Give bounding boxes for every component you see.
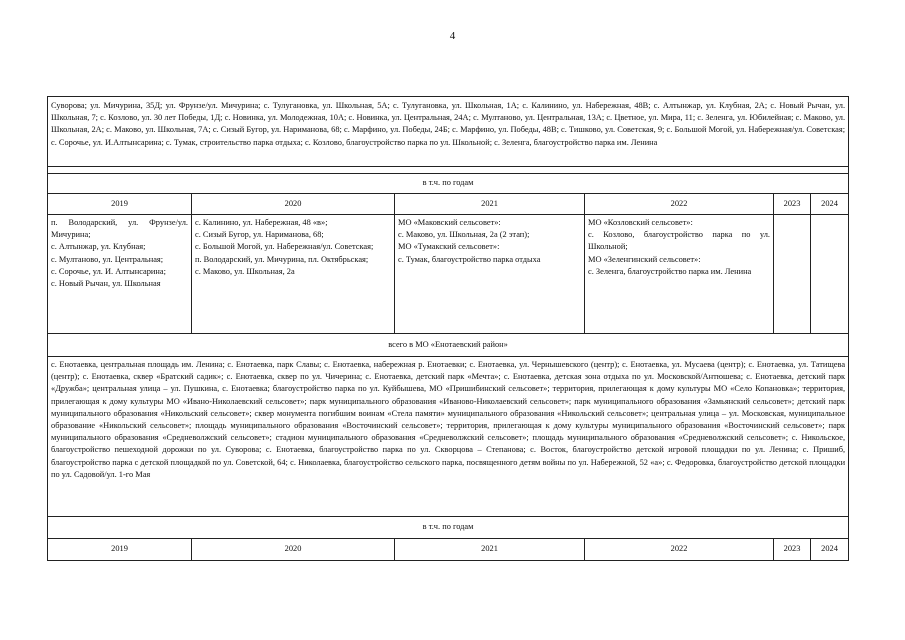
cell-line: МО «Маковский сельсовет»: bbox=[398, 218, 501, 227]
page-number: 4 bbox=[449, 30, 456, 42]
year-2024-cell bbox=[811, 215, 849, 334]
year-2023-cell bbox=[774, 215, 811, 334]
year-2023-header-2: 2023 bbox=[774, 539, 811, 561]
cell-line: с. Маково, ул. Школьная, 2а bbox=[195, 266, 295, 276]
year-2020-header-2: 2020 bbox=[192, 539, 395, 561]
cell-line: с. Новый Рычан, ул. Школьная bbox=[51, 279, 161, 289]
years-header-row-1 bbox=[48, 194, 849, 215]
spacer-row-1 bbox=[48, 167, 849, 174]
total-label: всего в МО «Енотаевский район» bbox=[48, 334, 849, 357]
total-row bbox=[48, 334, 849, 357]
cell-line: с. Калинино, ул. Набережная, 48 «в»; bbox=[195, 218, 328, 227]
by-years-row-2 bbox=[48, 517, 849, 539]
year-2019-header-2: 2019 bbox=[48, 539, 192, 561]
year-2024-header-2: 2024 bbox=[811, 539, 849, 561]
spacer-cell bbox=[48, 167, 849, 174]
objects-list-cell: Суворова; ул. Мичурина, 35Д; ул. Фрунзе/ул. Мичурина; с. Тулугановка, ул. Школьная, 5А; с. Тулугановка, ул. Школьная, 1А; с. Калинино, ул. Набережная, 48В; с. Алтынжар, ул. Клубная, 2А; с. Новый Рычан, ул. Школьная, 7; с. Козлово, ул. 30 лет Победы, 1Д; с. Новинка, ул. Молодежная, 10А; с. Новинка, ул. Центральная, 24А; с. Мултаново, ул. Центральная, 13А; с. Цветное, ул. Мира, 11; с. Зеленга, ул. Юбилейная; с. Маково, ул. Школьная, 2А; с. Маково, ул. Школьная, 7А; с. Сизый Бугор, ул. Нариманова, 68; с. Марфино, ул. Победы, 24Б; с. Марфино, ул. Победы, 48В; с. Тишково, ул. Советская, 9; с. Большой Могой, ул. Набережная/ул. Советская; с. Сорочье, ул. И.Алтынсарина; с. Тумак, строительство парка отдыха; с. Козлово, благоустройство парка по ул. Школьной; с. Зеленга, благоустройство парка им. Ленина bbox=[48, 97, 849, 167]
district-objects-cell: с. Енотаевка, центральная площадь им. Ленина; с. Енотаевка, парк Славы; с. Енотаевка, набережная р. Енотаевки; с. Енотаевка, ул. Чернышевского (центр); с. Енотаевка, ул. Мусаева (центр); с. Енотаевка, ул. Татищева (центр); с. Енотаевка, сквер «Братский садик»; с. Енотаевка, сквер по ул. Чичерина; с. Енотаевка, детский парк «Мечта»; с. Енотаевка, детская зона отдыха по ул. Московской/Антюшева; с. Енотаевка, детский парк «Дружба»; центральная улица – ул. Пушкина, с. Енотаевка; благоустройство парка по ул. Куйбышева, МО «Пришибинский сельсовет»; территория, прилегающая к дому культуры МО «Село Копановка»; территория, прилегающая к дому культуры МО «Ивано-Николаевский сельсовет»; парк муниципального образования «Ивановo-Николаевский сельсовет»; парк муниципального образования «Замьянский сельсовет»; детский парк муниципального образования «Никольский сельсовет»; сквер монумента погибшим воинам «Стела памяти» муниципального образования «Никольский сельсовет»; центральная улица – ул. Московская, муниципальное образование «Никольский сельсовет»; площадь муниципального образования «Восточинский сельсовет»; территория, прилегающая к дому культуры муниципального образования «Восточинский сельсовет»; парк муниципального образования «Средневолжский сельсовет»; стадион муниципального образования «Средневолжский сельсовет»; площадь муниципального образования «Средневолжский сельсовет»; с. Никольское, благоустройство пешеходной дорожки по ул. Суворова; с. Енотаевка, благоустройство парка по ул. Скворцова – Степанова; с. Восток, благоустройство детской игровой площадки по ул. Ленина; с. Пришиб, благоустройство парка с детской площадкой по ул. Советской, 64; с. Николаевка, благоустройство сельского парка, посвященного детям войны по ул. Набережной, 52 «а»; с. Федоровка, благоустройство детской площадки по ул. Садовой/ул. 1-го Мая bbox=[48, 357, 849, 517]
cell-line: с. Тумак, благоустройство парка отдыха bbox=[398, 254, 541, 264]
year-2022-cell bbox=[585, 215, 774, 334]
cell-line: с. Большой Могой, ул. Набережная/ул. Советская; bbox=[195, 242, 374, 252]
years-header-row-2 bbox=[48, 539, 849, 561]
cell-line: с. Маково, ул. Школьная, 2а (2 этап); bbox=[398, 230, 530, 240]
by-years-label-2: в т.ч. по годам bbox=[48, 517, 849, 539]
cell-line: п. Володарский, ул. Мичурина, пл. Октябрьская; bbox=[195, 254, 369, 264]
cell-line: МО «Козловский сельсовет»: bbox=[588, 218, 693, 227]
cell-line: с. Сизый Бугор, ул. Нариманова, 68; bbox=[195, 230, 324, 240]
year-2019-header: 2019 bbox=[48, 194, 192, 215]
year-2020-header: 2020 bbox=[192, 194, 395, 215]
year-2021-cell bbox=[395, 215, 585, 334]
year-2023-header: 2023 bbox=[774, 194, 811, 215]
cell-line: п. Володарский, ул. Фрунзе/ул. Мичурина; bbox=[51, 218, 188, 240]
cell-line: с. Зеленга, благоустройство парка им. Ленина bbox=[588, 266, 752, 276]
program-table bbox=[47, 96, 849, 561]
year-2022-header-2: 2022 bbox=[585, 539, 774, 561]
year-2022-header: 2022 bbox=[585, 194, 774, 215]
summary-row-2 bbox=[48, 357, 849, 517]
year-2019-cell bbox=[48, 215, 192, 334]
year-2024-header: 2024 bbox=[811, 194, 849, 215]
cell-line: с. Мултаново, ул. Центральная; bbox=[51, 254, 164, 264]
summary-row-1 bbox=[48, 97, 849, 167]
by-years-row-1 bbox=[48, 174, 849, 194]
cell-line: с. Алтынжар, ул. Клубная; bbox=[51, 242, 146, 252]
cell-line: МО «Зеленгинский сельсовет»: bbox=[588, 254, 701, 264]
cell-line: с. Козлово, благоустройство парка по ул. Школьной; bbox=[588, 230, 770, 252]
year-2021-header-2: 2021 bbox=[395, 539, 585, 561]
cell-line: МО «Тумакский сельсовет»: bbox=[398, 242, 500, 252]
cell-line: с. Сорочье, ул. И. Алтынсарина; bbox=[51, 266, 166, 276]
by-years-label: в т.ч. по годам bbox=[48, 174, 849, 194]
year-2020-cell bbox=[192, 215, 395, 334]
years-content-row bbox=[48, 215, 849, 334]
year-2021-header: 2021 bbox=[395, 194, 585, 215]
